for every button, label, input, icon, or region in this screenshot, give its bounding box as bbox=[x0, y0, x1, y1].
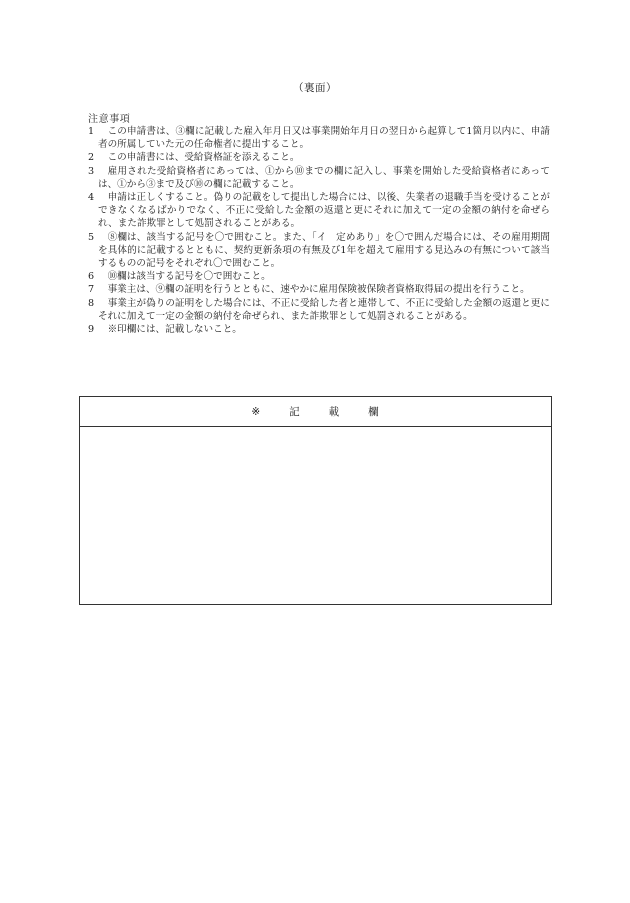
note-number: 6 bbox=[88, 271, 95, 283]
note-number: 8 bbox=[88, 297, 95, 309]
note-number: 4 bbox=[88, 192, 95, 204]
notes-heading: 注意事項 bbox=[88, 114, 131, 125]
note-number: 1 bbox=[88, 126, 95, 137]
note-item bbox=[88, 283, 550, 296]
record-box-header bbox=[80, 397, 551, 427]
note-text: ⑧欄は、該当する記号を〇で囲むこと。また、「イ 定めあり」を〇で囲んだ場合には、その雇用期間を具体的に記載するとともに、契約更新条項の有無及び1年を超えて雇用する見込みの有無について該当するものの記号をそれぞれ〇で囲むこと。 bbox=[98, 231, 550, 270]
note-text: ⑩欄は該当する記号を〇で囲むこと。 bbox=[107, 271, 271, 283]
note-text: 雇用された受給資格者にあっては、①から⑩までの欄に記入し、事業を開始した受給資格者にあっては、①から③まで及び⑩の欄に記載すること。 bbox=[98, 165, 550, 190]
note-number: 3 bbox=[88, 165, 95, 177]
note-item bbox=[88, 191, 550, 231]
note-text: 事業主が偽りの証明をした場合には、不正に受給した者と連帯して、不正に受給した金額の返還と更にそれに加えて一定の金額の納付を命ぜられ、また詐欺罪として処罰されることがある。 bbox=[98, 297, 550, 322]
note-number: 2 bbox=[88, 152, 95, 164]
note-item bbox=[88, 323, 550, 336]
note-item bbox=[88, 297, 550, 323]
note-item bbox=[88, 125, 550, 151]
note-item bbox=[88, 165, 550, 191]
note-item bbox=[88, 151, 550, 164]
note-text: 事業主は、⑨欄の証明を行うとともに、速やかに雇用保険被保険者資格取得届の提出を行うこと。 bbox=[107, 284, 530, 296]
note-number: 9 bbox=[88, 324, 95, 336]
note-text: この申請書は、③欄に記載した雇入年月日又は事業開始年月日の翌日から起算して1箇月以内に、申請者の所属していた元の任命権者に提出すること。 bbox=[98, 126, 550, 151]
record-box-label-char: 載 bbox=[328, 406, 341, 418]
notes-list bbox=[88, 125, 550, 336]
page-title: （裏面） bbox=[293, 82, 337, 94]
record-box-label-char: 記 bbox=[289, 406, 301, 418]
note-number: 7 bbox=[88, 284, 95, 296]
note-text: この申請書には、受給資格証を添えること。 bbox=[107, 152, 300, 164]
note-item bbox=[88, 270, 550, 283]
office-use-record-box bbox=[79, 396, 552, 605]
note-text: 申請は正しくすること。偽りの記載をして提出した場合には、以後、失業者の退職手当を受けることができなくなるばかりでなく、不正に受給した金額の返還と更にそれに加えて一定の金額の納付を命ぜられ、また詐欺罪として処罰されることがある。 bbox=[98, 192, 550, 230]
record-box-label-char: 欄 bbox=[368, 406, 380, 418]
note-item bbox=[88, 231, 550, 271]
record-box-body bbox=[80, 427, 551, 605]
note-number: 5 bbox=[88, 231, 95, 243]
note-text: ※印欄には、記載しないこと。 bbox=[107, 324, 242, 336]
office-use-mark: ※ bbox=[251, 405, 262, 418]
